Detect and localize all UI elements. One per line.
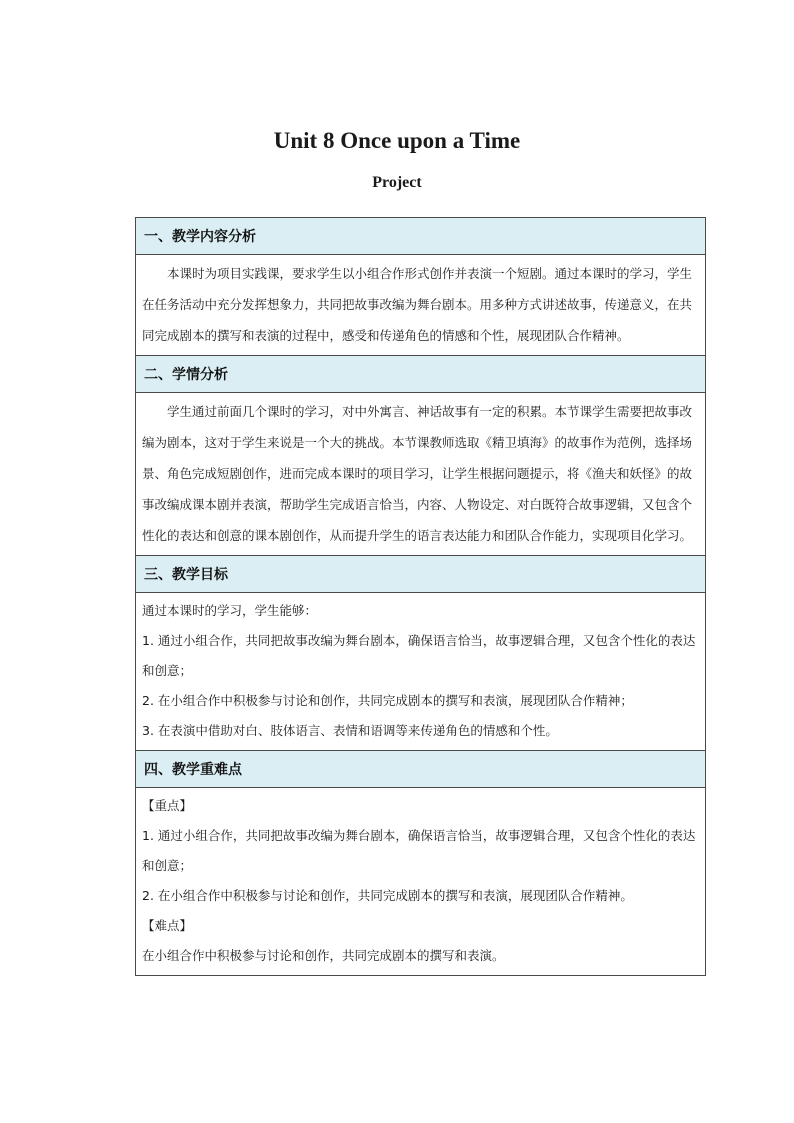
objective-item: 1. 通过小组合作，共同把故事改编为舞台剧本，确保语言恰当，故事逻辑合理，又包含个性化的表达和创意； bbox=[142, 633, 696, 678]
document-title: Unit 8 Once upon a Time bbox=[273, 128, 521, 153]
paragraph: 本课时为项目实践课，要求学生以小组合作形式创作并表演一个短剧。通过本课时的学习，学生在任务活动中充分发挥想象力，共同把故事改编为舞台剧本。用多种方式讲述故事，传递意义，在共同完成剧本的撰写和表演的过程中，感受和传递角色的情感和个性，展现团队合作精神。 bbox=[142, 266, 693, 343]
objective-item: 2. 在小组合作中积极参与讨论和创作，共同完成剧本的撰写和表演，展现团队合作精神； bbox=[142, 693, 633, 708]
section-body-key-points bbox=[136, 788, 705, 975]
section-body-objectives bbox=[136, 593, 705, 751]
key-points-label: 【重点】 bbox=[142, 798, 193, 813]
document-subtitle: Project bbox=[372, 174, 422, 191]
section-heading-content-analysis: 一、教学内容分析 bbox=[136, 218, 705, 255]
key-point-item: 1. 通过小组合作，共同把故事改编为舞台剧本，确保语言恰当，故事逻辑合理，又包含个性化的表达和创意； bbox=[142, 828, 696, 873]
difficult-points-label: 【难点】 bbox=[142, 918, 193, 933]
lesson-plan-table bbox=[135, 217, 706, 976]
objectives-intro: 通过本课时的学习，学生能够： bbox=[142, 603, 318, 618]
key-point-item: 2. 在小组合作中积极参与讨论和创作，共同完成剧本的撰写和表演，展现团队合作精神。 bbox=[142, 888, 633, 903]
section-heading-learner-analysis: 二、学情分析 bbox=[136, 356, 705, 393]
section-body-learner-analysis bbox=[136, 393, 705, 556]
difficult-point-item: 在小组合作中积极参与讨论和创作，共同完成剧本的撰写和表演。 bbox=[142, 948, 505, 963]
objective-item: 3. 在表演中借助对白、肢体语言、表情和语调等来传递角色的情感和个性。 bbox=[142, 723, 558, 738]
section-heading-key-points: 四、教学重难点 bbox=[136, 751, 705, 788]
paragraph: 学生通过前面几个课时的学习，对中外寓言、神话故事有一定的积累。本节课学生需要把故事改编为剧本，这对于学生来说是一个大的挑战。本节课教师选取《精卫填海》的故事作为范例，选择场景、角色完成短剧创作，进而完成本课时的项目学习，让学生根据问题提示，将《渔夫和妖怪》的故事改编成课本剧并表演，帮助学生完成语言恰当，内容、人物设定、对白既符合故事逻辑，又包含个性化的表达和创意的课本剧创作，从而提升学生的语言表达能力和团队合作能力，实现项目化学习。 bbox=[142, 404, 693, 543]
section-heading-objectives: 三、教学目标 bbox=[136, 556, 705, 593]
section-body-content-analysis bbox=[136, 255, 705, 356]
